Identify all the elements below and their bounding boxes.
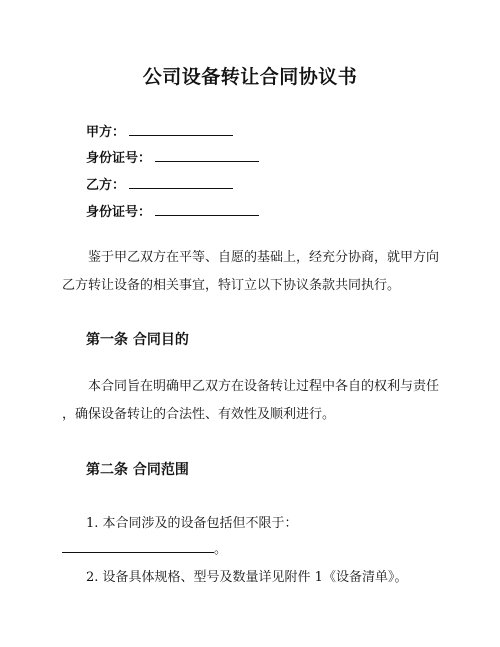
party-a-id-blank[interactable] — [155, 149, 259, 162]
party-a-id-line — [86, 147, 259, 166]
equipment-list-blank[interactable] — [62, 540, 214, 553]
article-2-heading: 第二条 合同范围 — [86, 462, 189, 478]
preamble-paragraph: 鉴于甲乙双方在平等、自愿的基础上，经充分协商，就甲方向乙方转让设备的相关事宜，特订立以下协议条款共同执行。 — [62, 250, 440, 293]
party-a-id-label: 身份证号： — [86, 151, 152, 166]
party-b-id-line — [86, 201, 259, 220]
article-1-body-line1: 本合同旨在明确甲乙双方在设备转让过程中各自的权利与责任 — [88, 379, 440, 394]
article-2-item-2: 2. 设备具体规格、型号及数量详见附件 1《设备清单》。 — [86, 570, 408, 585]
party-a-line — [86, 121, 233, 140]
party-b-id-blank[interactable] — [155, 203, 259, 216]
article-2-item-1: 1. 本合同涉及的设备包括但不限于： — [86, 516, 298, 531]
party-b-id-label: 身份证号： — [86, 205, 152, 220]
party-b-label: 乙方： — [86, 178, 126, 193]
party-a-label: 甲方： — [86, 125, 126, 140]
party-a-blank[interactable] — [129, 123, 233, 136]
article-1-heading: 第一条 合同目的 — [86, 332, 189, 348]
document-title: 公司设备转让合同协议书 — [142, 66, 358, 88]
party-b-line — [86, 174, 233, 193]
party-b-blank[interactable] — [129, 176, 233, 189]
article-1-body-line2: ，确保设备转让的合法性、有效性及顺利进行。 — [62, 407, 336, 422]
item-1-end-punct: 。 — [214, 542, 228, 557]
article-2-item-1-fill-line — [62, 538, 227, 557]
